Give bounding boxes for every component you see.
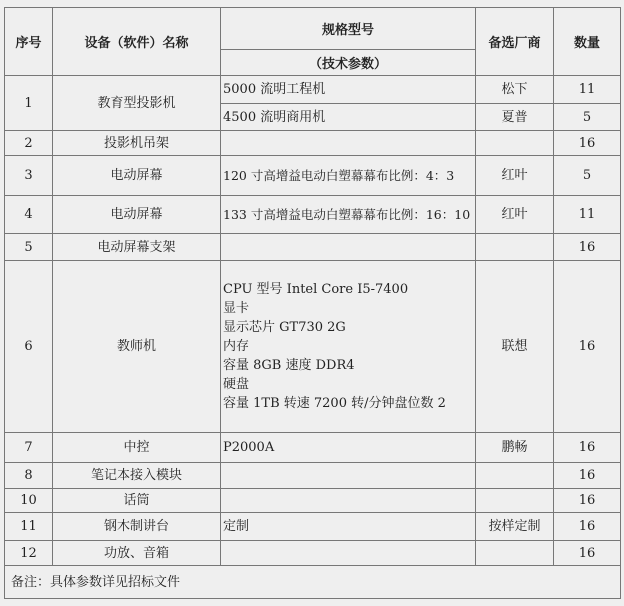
cell-qty: 16 bbox=[554, 541, 621, 566]
cell-qty: 16 bbox=[554, 234, 621, 261]
cell-vendor: 联想 bbox=[476, 261, 554, 433]
cell-name: 教师机 bbox=[53, 261, 221, 433]
cell-qty: 11 bbox=[554, 196, 621, 234]
cell-vendor: 红叶 bbox=[476, 196, 554, 234]
cell-qty: 16 bbox=[554, 513, 621, 541]
cell-spec bbox=[221, 463, 476, 489]
header-no: 序号 bbox=[5, 8, 53, 76]
spec-line: 容量 8GB 速度 DDR4 bbox=[223, 358, 355, 373]
table-row bbox=[5, 513, 621, 541]
cell-no: 11 bbox=[5, 513, 53, 541]
cell-name: 电动屏幕 bbox=[53, 196, 221, 234]
cell-vendor bbox=[476, 234, 554, 261]
table-row bbox=[5, 156, 621, 196]
spec-line: 硬盘 bbox=[223, 377, 250, 392]
header-row bbox=[5, 8, 621, 50]
table-row bbox=[5, 196, 621, 234]
cell-vendor bbox=[476, 463, 554, 489]
cell-qty: 16 bbox=[554, 463, 621, 489]
cell-vendor bbox=[476, 131, 554, 156]
cell-no: 6 bbox=[5, 261, 53, 433]
cell-qty: 5 bbox=[554, 104, 621, 131]
cell-vendor: 鹏畅 bbox=[476, 433, 554, 463]
cell-name: 电动屏幕 bbox=[53, 156, 221, 196]
cell-vendor bbox=[476, 489, 554, 513]
cell-spec: 4500 流明商用机 bbox=[221, 104, 476, 131]
header-spec: 规格型号 bbox=[221, 8, 476, 50]
cell-no: 4 bbox=[5, 196, 53, 234]
spec-line: 容量 1TB 转速 7200 转/分钟盘位数 2 bbox=[223, 396, 446, 411]
table-row bbox=[5, 463, 621, 489]
spec-line: 显示芯片 GT730 2G bbox=[223, 320, 346, 335]
header-name: 设备（软件）名称 bbox=[53, 8, 221, 76]
cell-spec: 133 寸高增益电动白塑幕幕布比例：16：10 bbox=[221, 196, 476, 234]
equipment-table bbox=[4, 7, 621, 599]
spec-line: CPU 型号 Intel Core I5-7400 bbox=[223, 282, 409, 297]
cell-qty: 5 bbox=[554, 156, 621, 196]
cell-vendor: 按样定制 bbox=[476, 513, 554, 541]
note: 备注：具体参数详见招标文件 bbox=[5, 566, 621, 599]
table-row bbox=[5, 489, 621, 513]
cell-spec bbox=[221, 541, 476, 566]
cell-spec: 5000 流明工程机 bbox=[221, 76, 476, 104]
cell-qty: 16 bbox=[554, 131, 621, 156]
cell-spec: P2000A bbox=[221, 433, 476, 463]
cell-vendor: 红叶 bbox=[476, 156, 554, 196]
cell-spec bbox=[221, 261, 476, 433]
table-row bbox=[5, 76, 621, 104]
cell-no: 7 bbox=[5, 433, 53, 463]
cell-no: 1 bbox=[5, 76, 53, 131]
cell-name: 教育型投影机 bbox=[53, 76, 221, 131]
cell-spec bbox=[221, 234, 476, 261]
spec-line: 显卡 bbox=[223, 301, 250, 316]
table-row bbox=[5, 234, 621, 261]
cell-spec bbox=[221, 489, 476, 513]
cell-vendor bbox=[476, 541, 554, 566]
cell-no: 10 bbox=[5, 489, 53, 513]
cell-vendor: 松下 bbox=[476, 76, 554, 104]
header-vendor: 备选厂商 bbox=[476, 8, 554, 76]
cell-spec: 定制 bbox=[221, 513, 476, 541]
table-row bbox=[5, 433, 621, 463]
cell-no: 2 bbox=[5, 131, 53, 156]
table-row bbox=[5, 261, 621, 433]
cell-no: 12 bbox=[5, 541, 53, 566]
cell-spec: 120 寸高增益电动白塑幕幕布比例：4：3 bbox=[221, 156, 476, 196]
cell-vendor: 夏普 bbox=[476, 104, 554, 131]
cell-qty: 11 bbox=[554, 76, 621, 104]
cell-name: 笔记本接入模块 bbox=[53, 463, 221, 489]
table-row bbox=[5, 131, 621, 156]
cell-name: 功放、音箱 bbox=[53, 541, 221, 566]
cell-qty: 16 bbox=[554, 489, 621, 513]
spec-line: 内存 bbox=[223, 339, 250, 354]
note-row bbox=[5, 566, 621, 599]
header-qty: 数量 bbox=[554, 8, 621, 76]
cell-qty: 16 bbox=[554, 433, 621, 463]
table-row bbox=[5, 541, 621, 566]
cell-name: 话筒 bbox=[53, 489, 221, 513]
cell-spec bbox=[221, 131, 476, 156]
cell-name: 投影机吊架 bbox=[53, 131, 221, 156]
cell-name: 电动屏幕支架 bbox=[53, 234, 221, 261]
cell-name: 钢木制讲台 bbox=[53, 513, 221, 541]
header-spec-sub: （技术参数） bbox=[221, 50, 476, 76]
cell-qty: 16 bbox=[554, 261, 621, 433]
cell-no: 3 bbox=[5, 156, 53, 196]
cell-no: 8 bbox=[5, 463, 53, 489]
cell-no: 5 bbox=[5, 234, 53, 261]
cell-name: 中控 bbox=[53, 433, 221, 463]
